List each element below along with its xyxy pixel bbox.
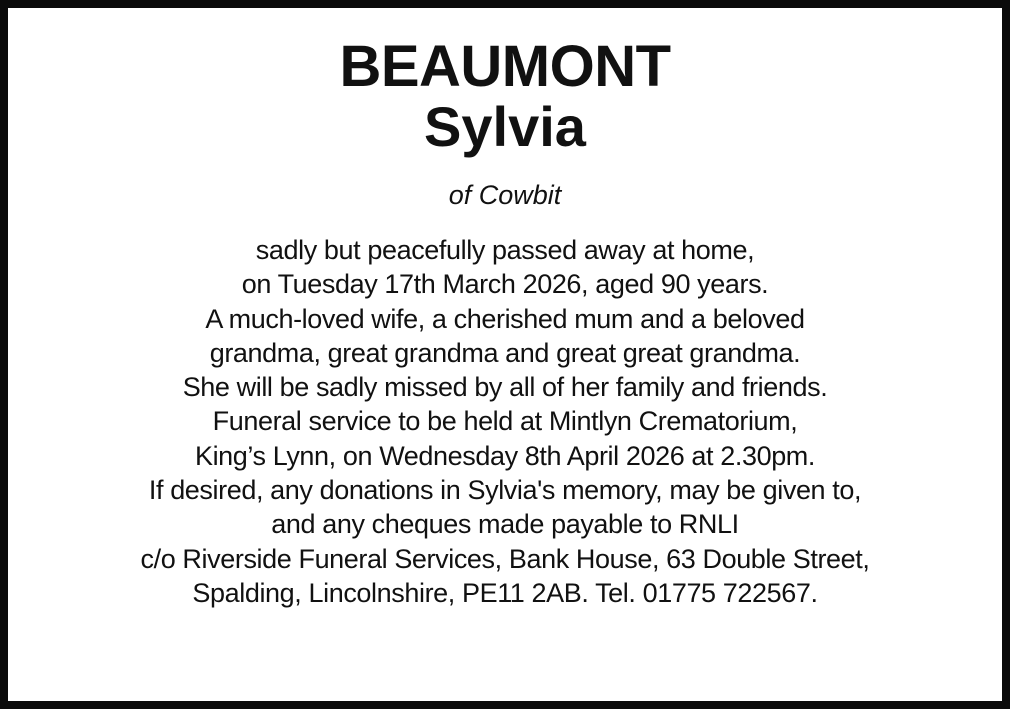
- place-of-residence: of Cowbit: [448, 180, 562, 210]
- surname-heading: BEAUMONT: [339, 34, 671, 99]
- notice-line: sadly but peacefully passed away at home,: [255, 235, 755, 265]
- notice-line: on Tuesday 17th March 2026, aged 90 years.: [241, 269, 769, 300]
- notice-line: A much-loved wife, a cherished mum and a beloved: [205, 303, 805, 334]
- notice-line: If desired, any donations in Sylvia's memory, may be given to,: [148, 475, 862, 506]
- notice-line: She will be sadly missed by all of her family and friends.: [182, 372, 828, 403]
- notice-body: [8, 233, 1002, 610]
- notice-line: grandma, great grandma and great great grandma.: [209, 337, 801, 368]
- notice-line: King’s Lynn, on Wednesday 8th April 2026 at 2.30pm.: [194, 440, 816, 471]
- notice-line: Spalding, Lincolnshire, PE11 2AB. Tel. 01775 722567.: [192, 577, 818, 608]
- notice-line: and any cheques made payable to RNLI: [271, 509, 739, 540]
- notice-line: c/o Riverside Funeral Services, Bank House, 63 Double Street,: [140, 543, 870, 574]
- forename-heading: Sylvia: [424, 95, 586, 158]
- notice-line: Funeral service to be held at Mintlyn Crematorium,: [212, 406, 798, 437]
